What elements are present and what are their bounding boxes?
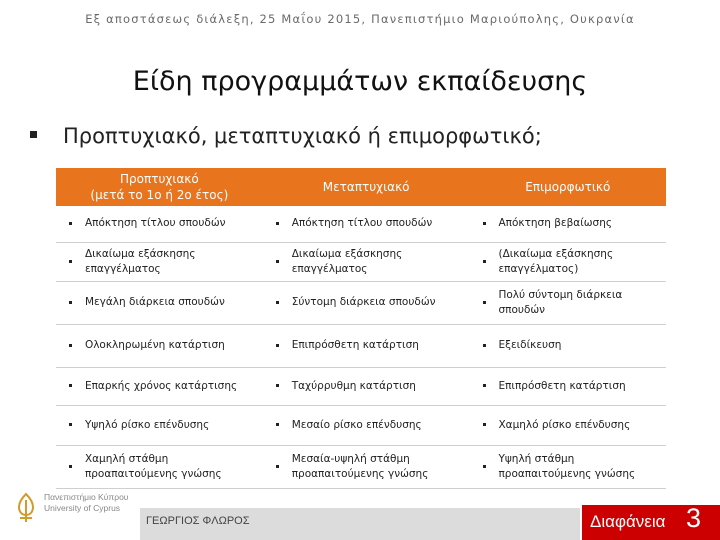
bullet-icon xyxy=(470,243,499,282)
table-cell: Μεσαία-υψηλή στάθμη προαπαιτούμενης γνώσης xyxy=(292,446,470,489)
table-cell: Πολύ σύντομη διάρκεια σπουδών xyxy=(498,282,666,325)
bullet-icon xyxy=(56,446,85,489)
author-name: ΓΕΩΡΓΙΟΣ ΦΛΩΡΟΣ xyxy=(146,515,250,527)
lecture-header: Εξ αποστάσεως διάλεξη, 25 Μαΐου 2015, Πανεπιστήμιο Μαριούπολης, Ουκρανία xyxy=(85,12,635,26)
university-logo xyxy=(14,490,138,526)
bullet-icon xyxy=(56,368,85,406)
table-row xyxy=(56,406,666,446)
table-cell: Απόκτηση βεβαίωσης xyxy=(498,206,666,243)
table-row xyxy=(56,282,666,325)
table-cell: Υψηλή στάθμη προαπαιτούμενης γνώσης xyxy=(498,446,666,489)
table-cell: Απόκτηση τίτλου σπουδών xyxy=(292,206,470,243)
column-header-undergraduate-line2: (μετά το 1ο ή 2ο έτος) xyxy=(90,188,229,202)
slide-label: Διαφάνεια xyxy=(590,512,666,531)
bullet-icon xyxy=(263,206,292,243)
table-cell: Επαρκής χρόνος κατάρτισης xyxy=(85,368,263,406)
bullet-icon xyxy=(56,406,85,446)
bullet-icon xyxy=(263,282,292,325)
bullet-icon xyxy=(263,325,292,368)
slide-number: 3 xyxy=(686,503,702,533)
table-cell: Μεγάλη διάρκεια σπουδών xyxy=(85,282,263,325)
table-row xyxy=(56,325,666,368)
table-cell: Μεσαίο ρίσκο επένδυσης xyxy=(292,406,470,446)
bullet-icon xyxy=(56,206,85,243)
table-cell: Επιπρόσθετη κατάρτιση xyxy=(498,368,666,406)
bullet-icon xyxy=(470,325,499,368)
table-cell: Χαμηλή στάθμη προαπαιτούμενης γνώσης xyxy=(85,446,263,489)
bullet-icon xyxy=(470,206,499,243)
university-name-greek: Πανεπιστήμιο Κύπρου xyxy=(44,492,129,502)
university-emblem-icon xyxy=(14,492,38,524)
bullet-icon xyxy=(263,243,292,282)
column-header-continuing xyxy=(470,168,666,206)
column-header-postgraduate-label: Μεταπτυχιακό xyxy=(322,179,410,194)
column-header-undergraduate xyxy=(56,168,263,206)
table-cell: Χαμηλό ρίσκο επένδυσης xyxy=(498,406,666,446)
column-header-postgraduate xyxy=(263,168,470,206)
table-row xyxy=(56,206,666,243)
table-cell: Εξειδίκευση xyxy=(498,325,666,368)
bullet-icon xyxy=(56,243,85,282)
slide-title: Είδη προγραμμάτων εκπαίδευσης xyxy=(132,66,588,97)
table-cell: Δικαίωμα εξάσκησης επαγγέλματος xyxy=(292,243,470,282)
table-cell: Υψηλό ρίσκο επένδυσης xyxy=(85,406,263,446)
table-cell: (Δικαίωμα εξάσκησης επαγγέλματος) xyxy=(498,243,666,282)
bullet-icon xyxy=(263,406,292,446)
bullet-icon xyxy=(263,446,292,489)
main-bullet xyxy=(30,124,542,148)
table-cell: Δικαίωμα εξάσκησης επαγγέλματος xyxy=(85,243,263,282)
table-row xyxy=(56,446,666,489)
bullet-icon xyxy=(470,368,499,406)
table-cell: Ταχύρρυθμη κατάρτιση xyxy=(292,368,470,406)
table-cell: Επιπρόσθετη κατάρτιση xyxy=(292,325,470,368)
table-cell: Σύντομη διάρκεια σπουδών xyxy=(292,282,470,325)
university-name xyxy=(44,492,128,515)
column-header-undergraduate-line1: Προπτυχιακό xyxy=(120,171,199,186)
main-bullet-text: Προπτυχιακό, μεταπτυχιακό ή επιμορφωτικό; xyxy=(63,124,542,148)
bullet-icon xyxy=(56,282,85,325)
bullet-icon xyxy=(470,446,499,489)
bullet-icon xyxy=(263,368,292,406)
column-header-continuing-label: Επιμορφωτικό xyxy=(525,179,611,194)
table-cell: Ολοκληρωμένη κατάρτιση xyxy=(85,325,263,368)
bullet-icon xyxy=(470,282,499,325)
table-header-row xyxy=(56,168,666,206)
square-bullet-icon xyxy=(30,131,37,138)
bullet-icon xyxy=(470,406,499,446)
table-row xyxy=(56,243,666,282)
table-cell: Απόκτηση τίτλου σπουδών xyxy=(85,206,263,243)
university-name-english: University of Cyprus xyxy=(44,503,121,514)
bullet-icon xyxy=(56,325,85,368)
table-row xyxy=(56,368,666,406)
programs-comparison-table xyxy=(56,168,666,489)
